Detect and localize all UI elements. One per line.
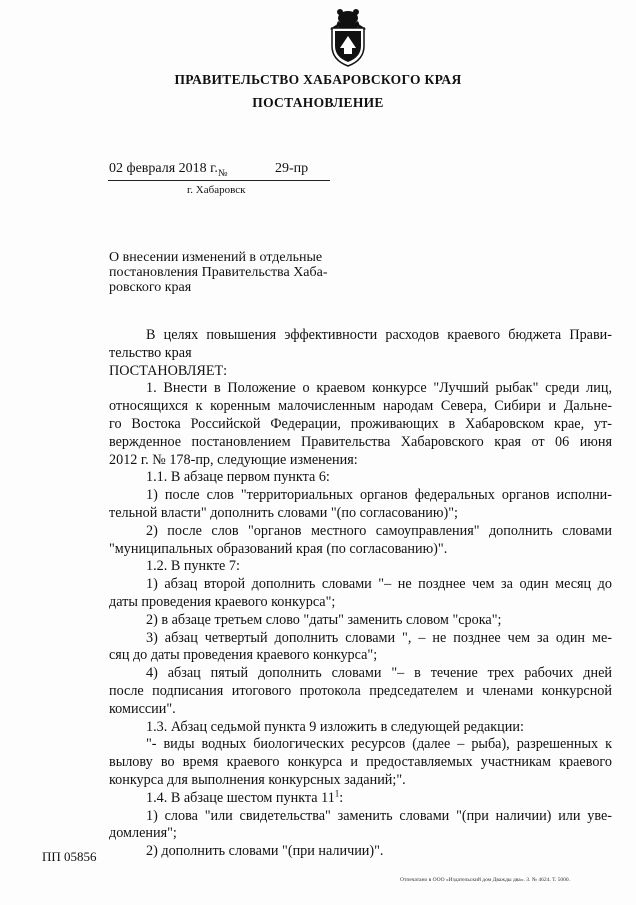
body-line: 2) дополнить словами "(при наличии)". (146, 843, 384, 860)
coat-of-arms-emblem (322, 6, 374, 68)
body-line: 1. Внести в Положение о краевом конкурсе "Лучший рыбак" среди лиц, (146, 380, 612, 397)
body-line: 1.2. В пункте 7: (146, 558, 240, 575)
body-line: "- виды водных биологических ресурсов (далее – рыба), разрешенных к (146, 736, 612, 753)
document-type: ПОСТАНОВЛЕНИЕ (252, 95, 384, 110)
body-line: 1) слова "или свидетельства" заменить словами "(при наличии) или уве- (146, 807, 612, 824)
body-line: относящихся к коренным малочисленным народам Севера, Сибири и Дальне- (109, 398, 612, 415)
body-line: 4) абзац пятый дополнить словами "– в течение трех рабочих дней (146, 665, 612, 682)
subject-line: ровского края (109, 280, 192, 295)
date-number-underline (108, 180, 330, 181)
body-line: комиссии". (109, 700, 176, 717)
document-date: 02 февраля 2018 г. (109, 161, 218, 176)
body-line: тельство края (109, 344, 192, 361)
document-city: г. Хабаровск (187, 184, 246, 196)
government-name: ПРАВИТЕЛЬСТВО ХАБАРОВСКОГО КРАЯ (174, 72, 462, 87)
body-line: "муниципальных образований края (по согласованию)". (109, 540, 448, 557)
number-sign: № (218, 168, 228, 179)
document-subject (109, 250, 349, 295)
subject-line: постановления Правительства Хаба- (109, 265, 328, 280)
body-line: конкурса для выполнения конкурсных заданий;". (109, 771, 406, 788)
body-line: сяц до даты проведения краевого конкурса"; (109, 647, 378, 664)
body-line: ПОСТАНОВЛЯЕТ: (109, 362, 228, 379)
body-line: тельной власти" дополнить словами "(по согласованию)"; (109, 504, 458, 521)
body-line: после подписания итогового протокола председателем и членами конкурсной (109, 682, 612, 699)
body-line: 1) абзац второй дополнить словами "– не позднее чем за один месяц до (146, 576, 612, 593)
document-number: 29-пр (275, 161, 309, 176)
body-line: В целях повышения эффективности расходов краевого бюджета Прави- (146, 327, 612, 343)
body-line: 3) абзац четвертый дополнить словами ", – не позднее чем за один ме- (146, 629, 612, 646)
body-line: 2012 г. № 178-пр, следующие изменения: (109, 451, 358, 468)
body-line: 1.4. В абзаце шестом пункта $11^1$: (146, 787, 344, 806)
body-line: 2) после слов "органов местного самоуправления" дополнить словами (146, 522, 612, 539)
body-line: даты проведения краевого конкурса"; (109, 593, 336, 610)
body-line: 1) после слов "территориальных органов федеральных органов исполни- (146, 487, 612, 504)
body-line: го Востока Российской Федерации, проживающих в Хабаровском крае, ут- (109, 415, 612, 432)
printer-imprint: Отпечатано в ООО «Издательский дом Дважды два». З. № 4624. Т. 5000. (400, 877, 571, 883)
document-code: ПП 05856 (42, 849, 97, 864)
body-line: 2) в абзаце третьем слово "даты" заменить словом "срока"; (146, 611, 502, 628)
body-line: вержденное постановлением Правительства Хабаровского края от 06 июня (109, 433, 612, 450)
body-line: домления"; (109, 825, 177, 842)
document-body (109, 327, 612, 861)
body-line: 1.1. В абзаце первом пункта 6: (146, 469, 330, 486)
body-line: вылову во время краевого конкурса и предоставляемых участникам краевого (109, 754, 612, 771)
footnote-superscript: 1 (334, 787, 340, 798)
subject-line: О внесении изменений в отдельные (109, 250, 323, 265)
body-line: 1.3. Абзац седьмой пункта 9 изложить в следующей редакции: (146, 718, 524, 735)
